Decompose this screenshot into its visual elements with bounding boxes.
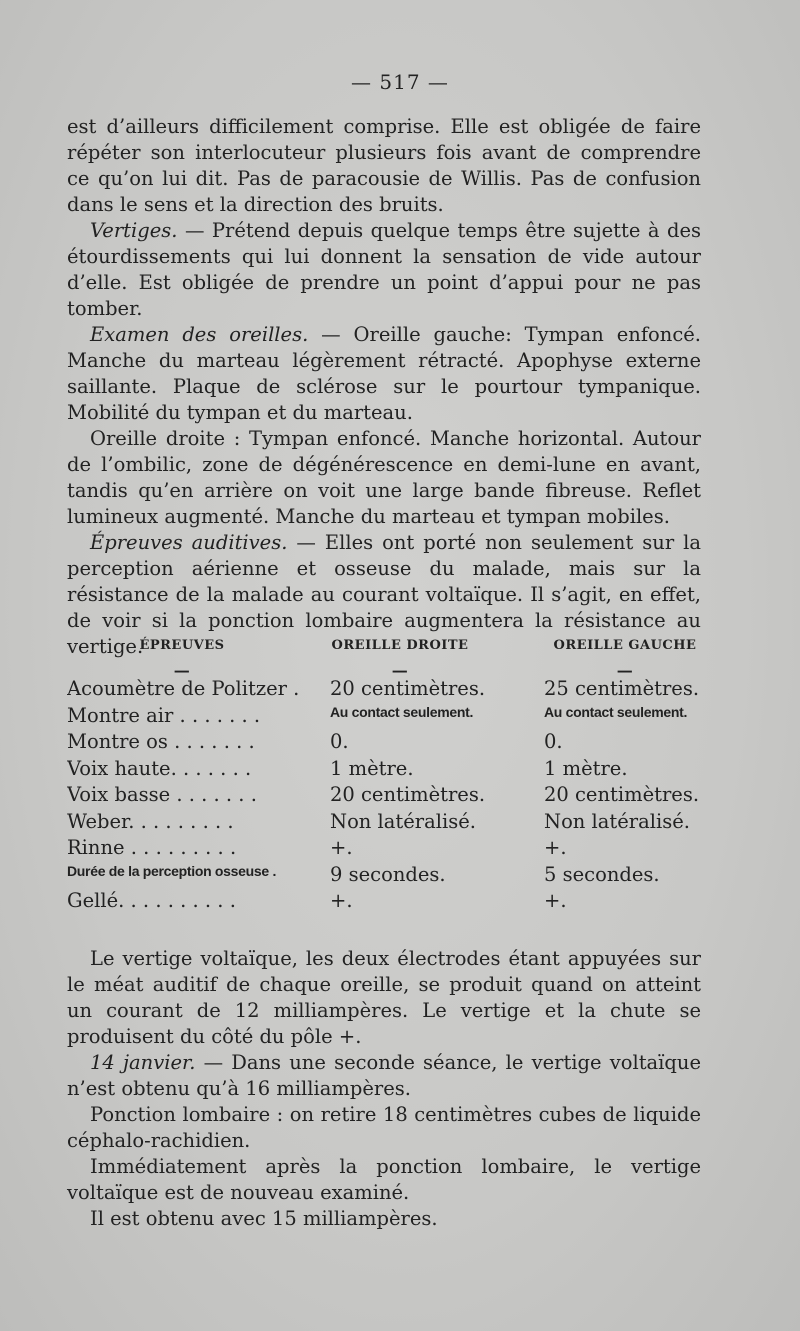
paragraph-vertiges: Vertiges. — Prétend depuis quelque temps être sujette à des étourdissements qui lui donnent la sensation de vide autour d’elle. Est obligée de prendre un point d’appui pour ne pas tomber. [67, 219, 701, 320]
table-row: Montre os . . . . . . . 0. 0. [67, 730, 563, 753]
header-oreille-gauche: OREILLE GAUCHE — [553, 638, 697, 680]
table-row: Weber. . . . . . . . . Non latéralisé. Non latéralisé. [67, 809, 690, 833]
table-row: Voix haute. . . . . . . 1 mètre. 1 mètre. [67, 756, 628, 780]
paragraph-vertige-voltaique: Le vertige voltaïque, les deux électrodes étant appuyées sur le méat auditif de chaque oreille, se produit quand on atteint un courant de 12 milliampères. Le vertige et la chute se produisent du côté du pôle +. [67, 947, 701, 1048]
paragraph-hearing: est d’ailleurs difficilement comprise. Elle est obligée de faire répéter son interlocuteur plusieurs fois avant de comprendre ce qu’on lui dit. Pas de paracousie de Willis. Pas de confusion dans le sens et la direction des bruits. [67, 115, 701, 216]
paragraph-epreuves: Épreuves auditives. — Elles ont porté non seulement sur la perception aérienne et osseuse du malade, mais sur la résistance de la malade au courant voltaïque. Il s’agit, en effet, de voir si la ponction lombaire augmentera la résistance au vertige. [67, 531, 701, 658]
lead-epreuves: Épreuves auditives. [90, 531, 288, 554]
paragraph-resultat: Il est obtenu avec 15 milliampères. [90, 1207, 438, 1230]
header-oreille-droite: OREILLE DROITE — [331, 638, 469, 680]
table-row: Montre air . . . . . . . Au contact seulement. Au contact seulement. [67, 703, 688, 727]
table-row: Gellé. . . . . . . . . . +. +. [67, 889, 567, 912]
paragraph-examen: Examen des oreilles. — Oreille gauche: Tympan enfoncé. Manche du marteau légèrement rétracté. Apophyse externe saillante. Plaque de sclérose sur le pourtour tympanique. Mobilité du tympan et du marteau. [67, 323, 701, 424]
paragraph-14-janvier: 14 janvier. — Dans une seconde séance, le vertige voltaïque n’est obtenu qu’à 16 milliampères. [67, 1051, 701, 1100]
paragraph-ponction: Ponction lombaire : on retire 18 centimètres cubes de liquide céphalo-rachidien. [67, 1103, 701, 1152]
table-row: Acoumètre de Politzer . 20 centimètres. 25 centimètres. [67, 677, 700, 700]
lead-date: 14 janvier. [90, 1051, 196, 1074]
header-epreuves: ÉPREUVES — [139, 638, 225, 680]
lead-vertiges: Vertiges. [90, 219, 178, 242]
page-number: — 517 — [351, 70, 449, 94]
paragraph-immediatement: Immédiatement après la ponction lombaire, le vertige voltaïque est de nouveau examiné. [67, 1155, 701, 1204]
table-row: Durée de la perception osseuse . 9 secondes. 5 secondes. [67, 862, 660, 886]
table-row: Voix basse . . . . . . . 20 centimètres. 20 centimètres. [67, 783, 700, 806]
top-text-block [67, 114, 701, 660]
lead-examen: Examen des oreilles. [90, 323, 309, 346]
table-row: Rinne . . . . . . . . . +. +. [67, 836, 567, 859]
bottom-text-block [67, 946, 701, 1232]
paragraph-oreille-droite: Oreille droite : Tympan enfoncé. Manche horizontal. Autour de l’ombilic, zone de dégénérescence en demi-lune en avant, tandis qu’en arrière on voit une large bande fibreuse. Reflet lumineux augmenté. Manche du marteau et tympan mobiles. [67, 427, 701, 528]
results-table [67, 677, 717, 916]
